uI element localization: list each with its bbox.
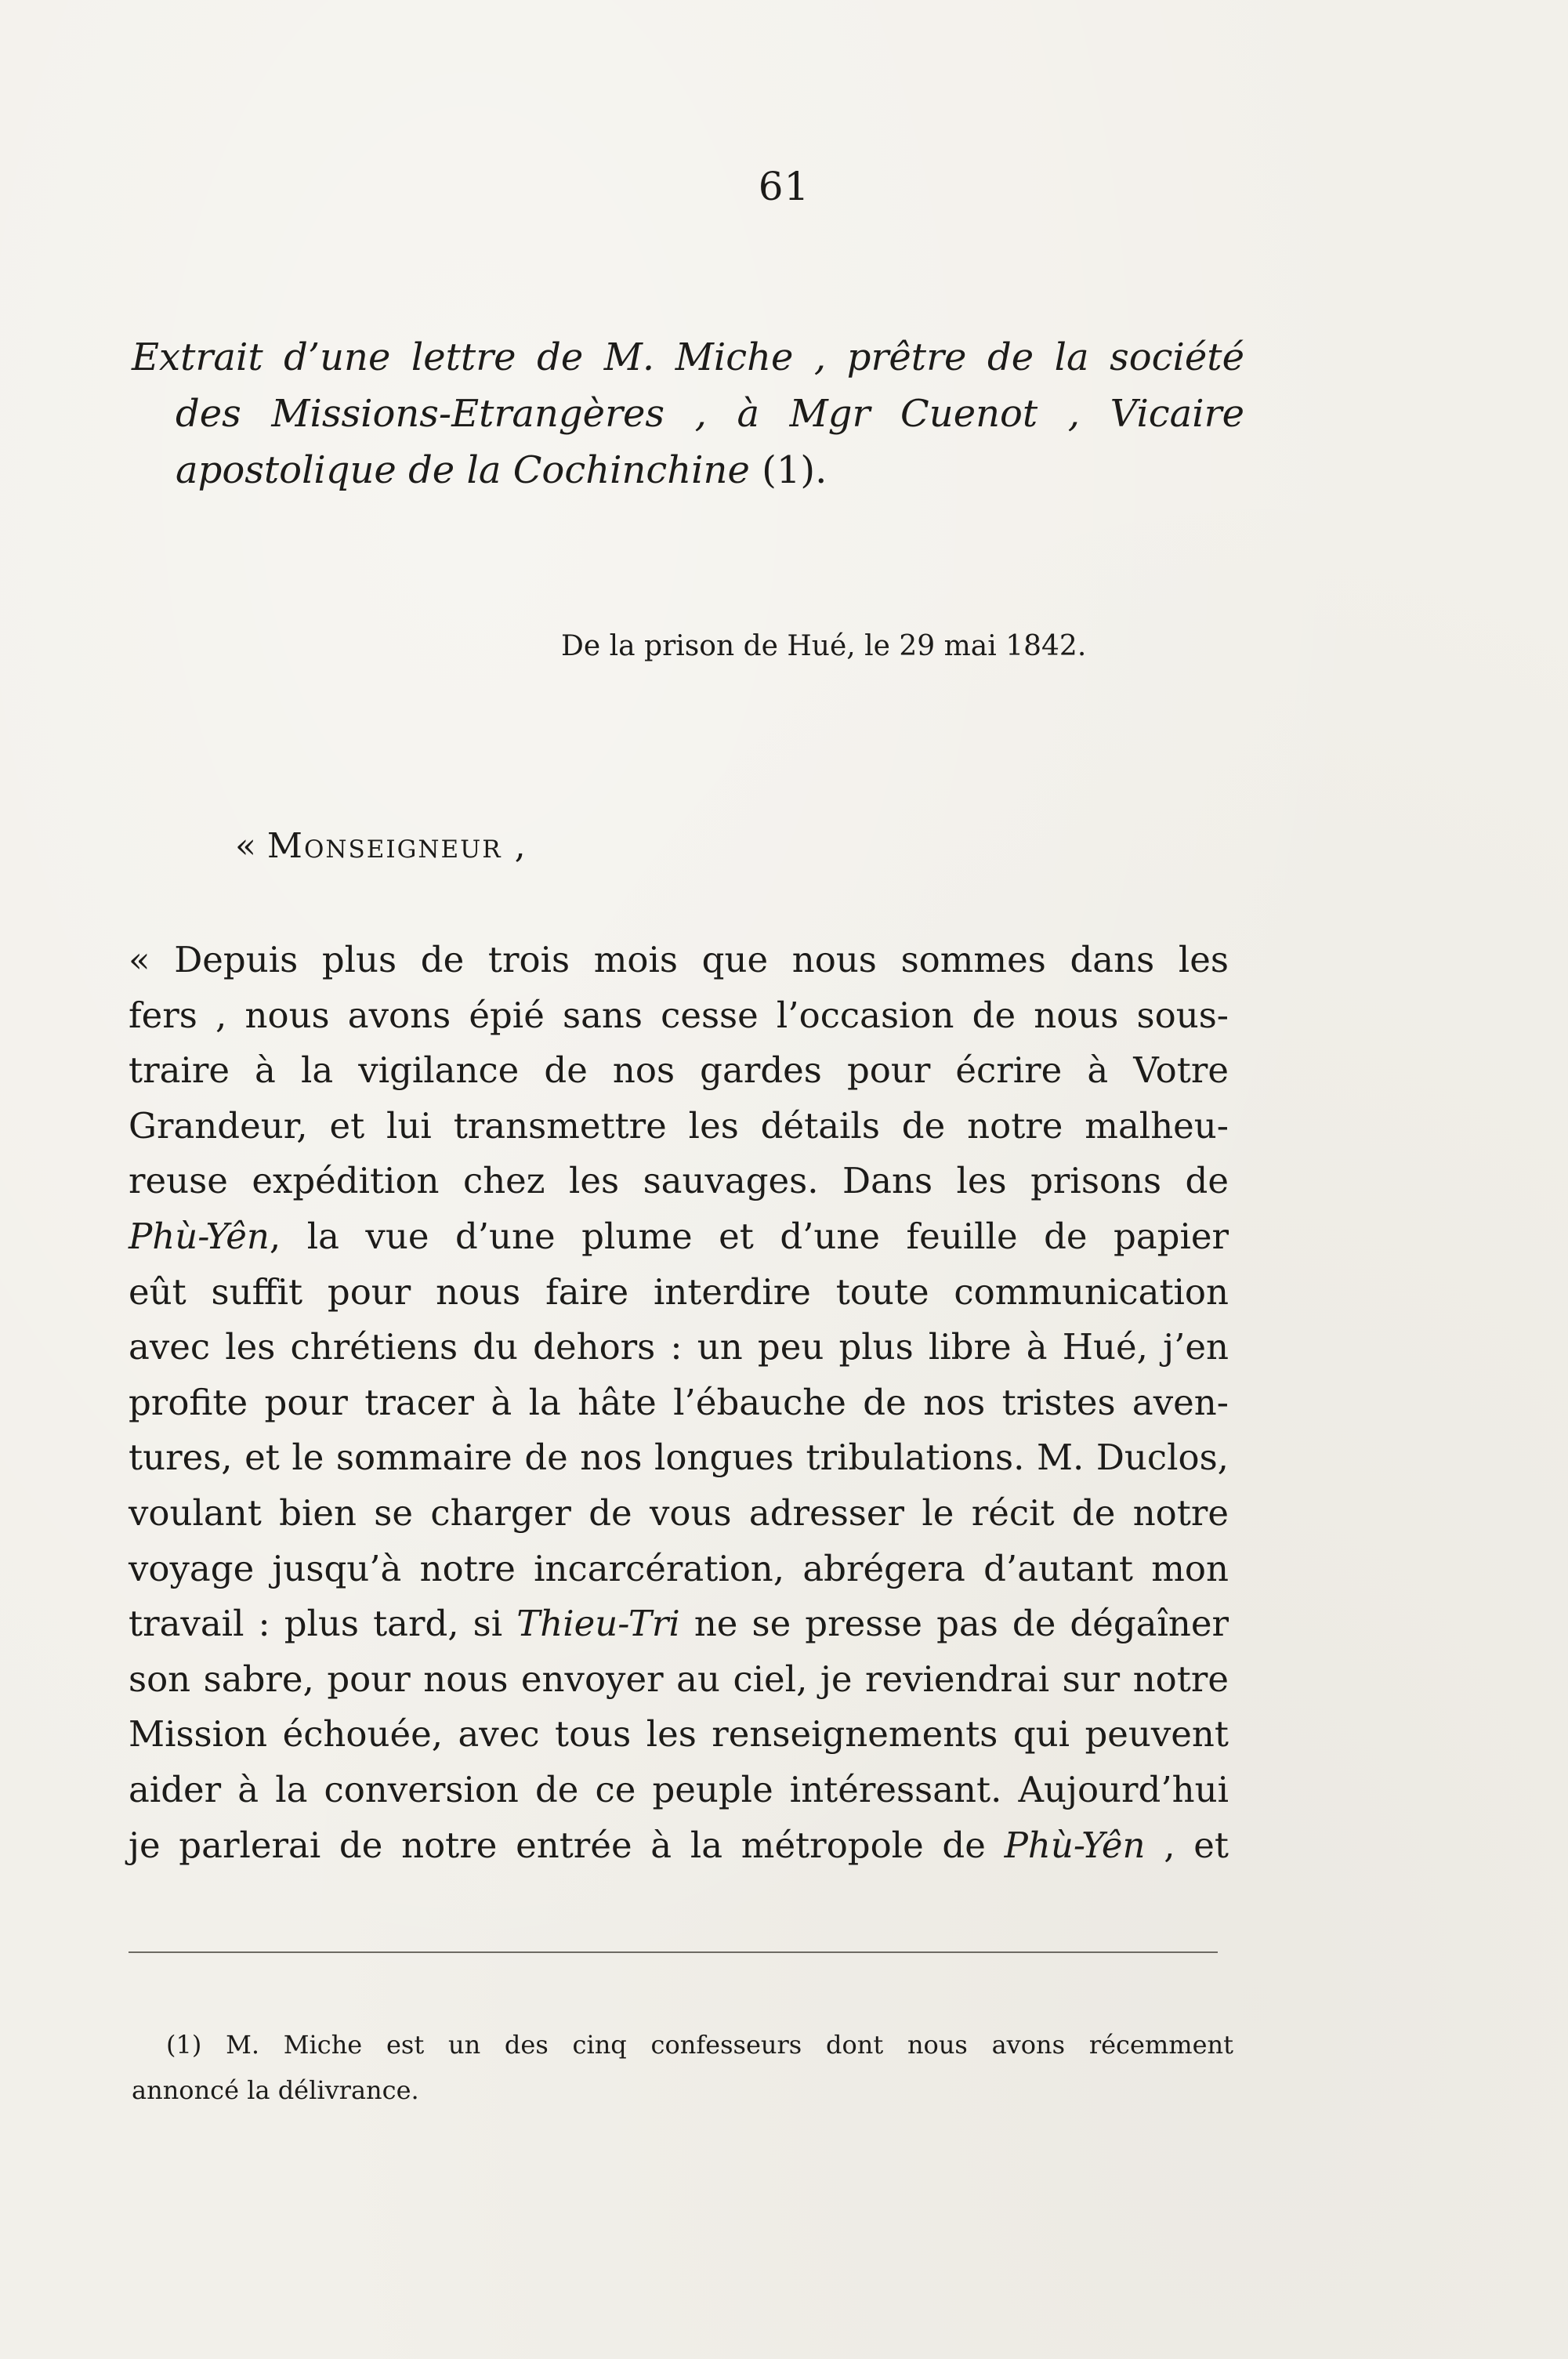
body-line: « Depuis plus de trois mois que nous sommes dans les — [129, 939, 1229, 980]
title-line-1: Extrait d’une lettre de M. Miche , prêtre de la société — [132, 335, 1244, 379]
footnote-line-1: (1) M. Miche est un des cinq confesseurs dont nous avons récemment — [166, 2030, 1233, 2060]
body-line: traire à la vigilance de nos gardes pour écrire à Votre — [129, 1049, 1229, 1092]
body-line: avec les chrétiens du dehors : un peu plus libre à Hué, j’en — [129, 1326, 1229, 1368]
footnote-reference: (1). — [762, 448, 827, 492]
body-line-text: , et — [1164, 1824, 1229, 1866]
title-line-2: des Missions-Etrangères , à Mgr Cuenot , Vicaire — [176, 392, 1244, 436]
body-line-text: , la vue d’une plume et d’une feuille de papier — [269, 1215, 1229, 1257]
dateline: De la prison de Hué, le 29 mai 1842. — [561, 630, 1087, 662]
page-number: 61 — [758, 164, 810, 209]
footnote-line-2: annoncé la délivrance. — [132, 2075, 419, 2105]
letter-body — [129, 933, 1229, 1873]
body-line: profite pour tracer à la hâte l’ébauche de nos tristes aven- — [129, 1381, 1229, 1423]
body-line: tures, et le sommaire de nos longues tribulations. M. Duclos, — [129, 1437, 1229, 1479]
title-line-3-text: apostolique de la Cochinchine — [176, 448, 750, 492]
footnote — [132, 2022, 1233, 2113]
salutation — [235, 824, 527, 868]
body-line: Grandeur, et lui transmettre les détails de notre malheu- — [129, 1104, 1229, 1147]
body-line: son sabre, pour nous envoyer au ciel, je reviendrai sur notre — [129, 1658, 1229, 1700]
emperor-name: Thieu-Tri — [516, 1603, 680, 1645]
body-line: Mission échouée, avec tous les renseignements qui peuvent — [129, 1713, 1229, 1756]
body-line: voulant bien se charger de vous adresser le récit de notre — [129, 1491, 1229, 1534]
place-name: Phù-Yên — [1004, 1824, 1146, 1866]
body-line: reuse expédition chez les sauvages. Dans les prisons de — [129, 1160, 1229, 1202]
title-line-3 — [132, 442, 1244, 498]
body-line-text: travail : plus tard, si — [129, 1603, 503, 1645]
body-line: voyage jusqu’à notre incarcération, abrégera d’autant mon — [129, 1547, 1229, 1589]
letter-title — [132, 329, 1244, 498]
body-line — [129, 1818, 1229, 1874]
footnote-divider — [129, 1951, 1218, 1953]
body-line: aider à la conversion de ce peuple intéressant. Aujourd’hui — [129, 1768, 1229, 1810]
opening-quote: « — [235, 826, 256, 866]
body-line — [129, 1596, 1229, 1652]
place-name: Phù-Yên — [129, 1215, 270, 1257]
body-line-text: je parlerai de notre entrée à la métropole de — [129, 1824, 986, 1866]
body-line — [129, 1209, 1229, 1265]
body-line: fers , nous avons épié sans cesse l’occasion de nous sous- — [129, 994, 1229, 1036]
body-line-text: ne se presse pas de dégaîner — [693, 1603, 1229, 1645]
body-line: eût suffit pour nous faire interdire toute communication — [129, 1270, 1229, 1313]
salutation-text: Monseigneur , — [266, 826, 527, 866]
